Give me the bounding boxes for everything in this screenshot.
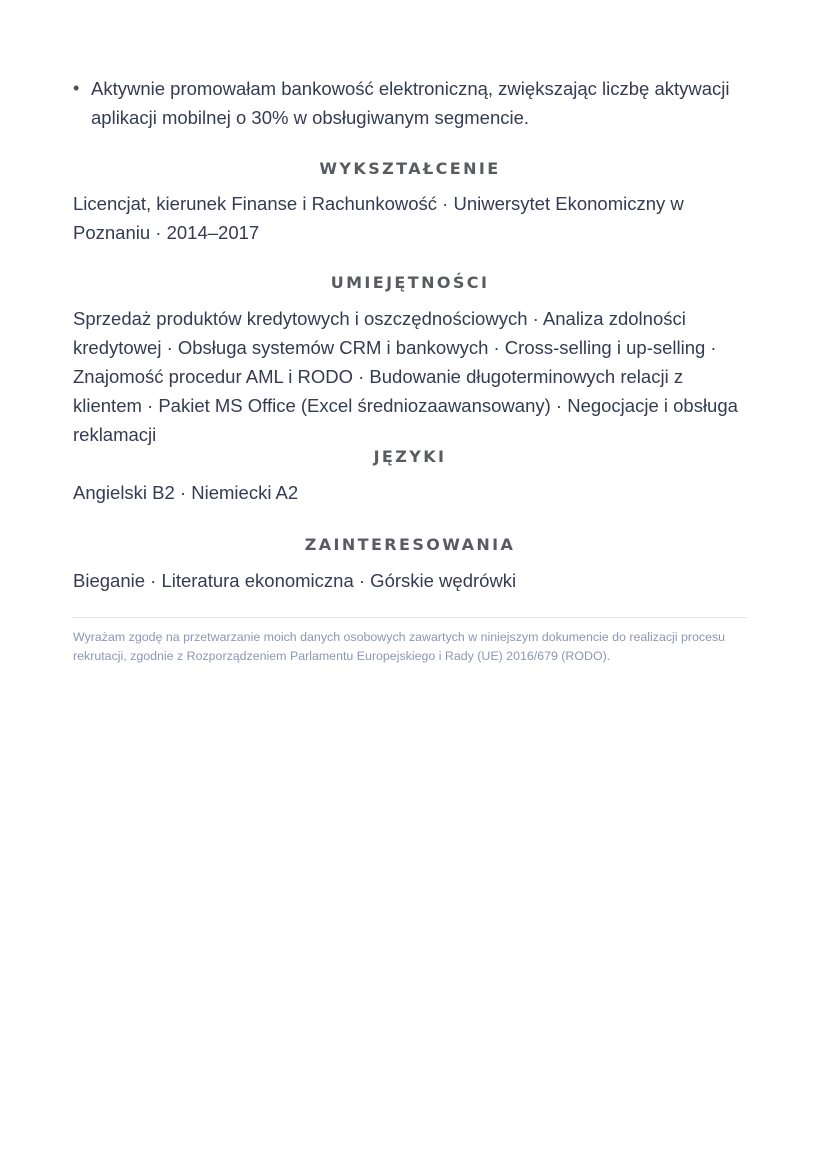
skills-heading: UMIEJĘTNOŚCI — [330, 273, 490, 292]
experience-bullets — [73, 74, 747, 132]
languages-text: Angielski B2 · Niemiecki A2 — [73, 482, 299, 503]
interests-text: Bieganie · Literatura ekonomiczna · Górskie wędrówki — [73, 570, 517, 591]
skills-text: Sprzedaż produktów kredytowych i oszczędnościowych · Analiza zdolności kredytowej · Obsługa systemów CRM i bankowych · Cross-selling i up-selling · Znajomość procedur AML i RODO · Budowanie długoterminowych relacji z klientem · Pakiet MS Office (Excel średniozaawansowany) · Negocjacje i obsługa reklamacji — [73, 308, 738, 445]
languages-heading: JĘZYKI — [373, 447, 447, 466]
education-text: Licencjat, kierunek Finanse i Rachunkowość · Uniwersytet Ekonomiczny w Poznaniu · 2014–2017 — [73, 193, 684, 243]
interests-heading: ZAINTERESOWANIA — [304, 535, 516, 554]
experience-bullet — [73, 74, 747, 132]
gdpr-consent-clause: Wyrażam zgodę na przetwarzanie moich danych osobowych zawartych w niniejszym dokumencie do realizacji procesu rekrutacji, zgodnie z Rozporządzeniem Parlamentu Europejskiego i Rady (UE) 2016/679 (RODO). — [73, 630, 726, 663]
footer-divider — [73, 617, 747, 618]
bullet-dot-icon: • — [73, 78, 80, 98]
experience-bullet-text: Aktywnie promowałam bankowość elektroniczną, zwiększając liczbę aktywacji aplikacji mobilnej o 30% w obsługiwanym segmencie. — [91, 78, 730, 128]
education-heading: WYKSZTAŁCENIE — [319, 159, 501, 178]
